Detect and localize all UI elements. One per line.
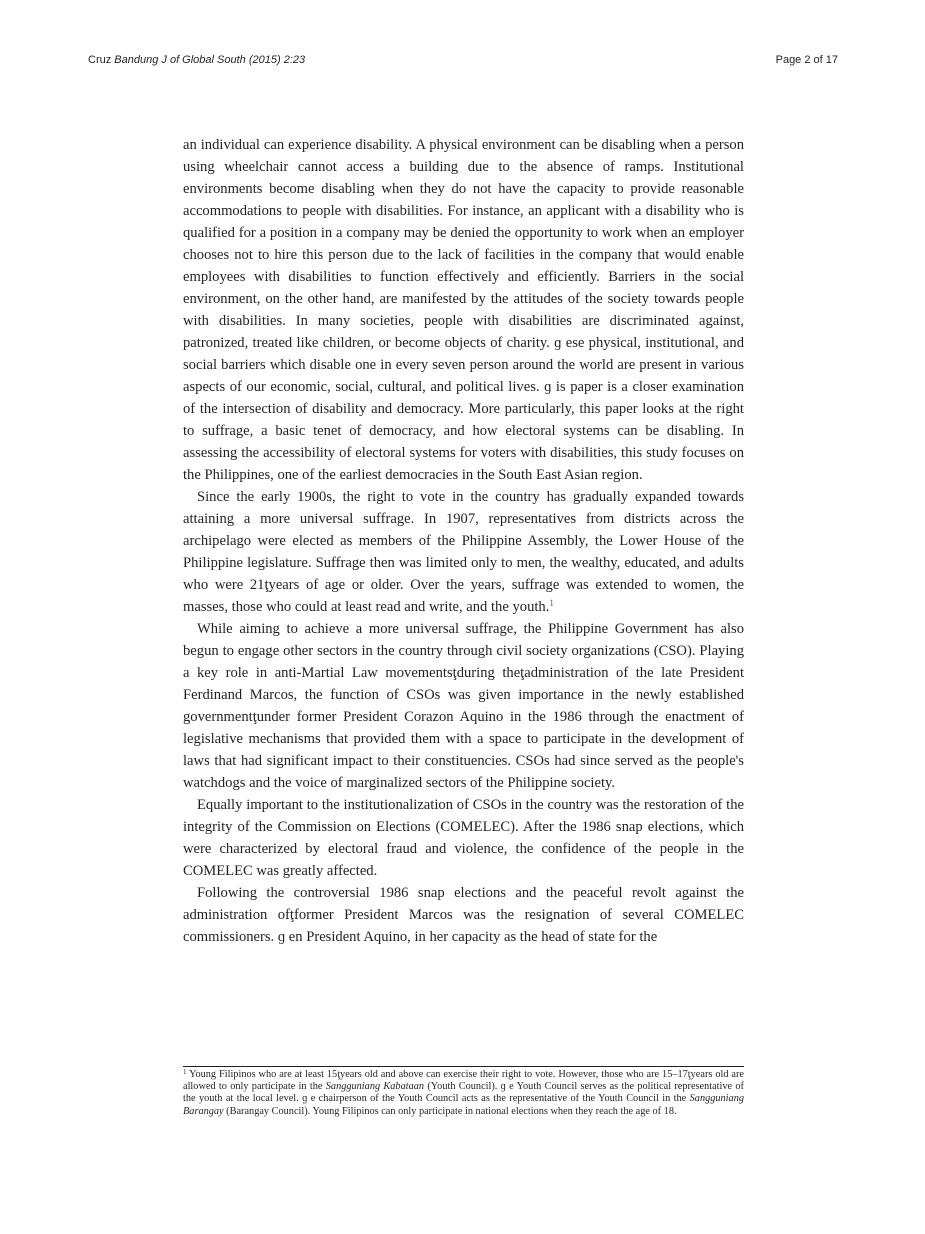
main-text xyxy=(183,134,744,948)
page-number: Page 2 of 17 xyxy=(775,54,838,66)
paragraph xyxy=(183,486,744,618)
citation-journal: Bandung J of Global South xyxy=(114,54,246,66)
footnote-text: (Youth Council). ɡ e Youth Council serves as the political representative of the youth at the local level. ɡ e chairperson of the Youth Council acts as the representative of the Youth Council in the xyxy=(183,1081,744,1105)
footnote-text: (Barangay Council). Young Filipinos can only participate in national elections when they reach the age of 18. xyxy=(223,1105,677,1117)
paragraph-text: Since the early 1900s, the right to vote in the country has gradually expanded towards attaining a more universal suffrage. In 1907, representatives from districts across the archipelago were elected as members of the Philippine Assembly, the Lower House of the Philippine legislature. Suffrage then was limited only to men, the wealthy, educated, and adults who were 21ţyears of age or older. Over the years, suffrage was extended to women, the masses, those who could at least read and write, and the youth. xyxy=(183,489,744,615)
paragraph: Following the controversial 1986 snap elections and the peaceful revolt against the administration ofţformer President Marcos was the resignation of several COMELEC commissioners. ɡ en President Aquino, in her capacity as the head of state for the xyxy=(183,885,744,945)
footnote-reference-link[interactable]: 1 xyxy=(549,598,554,608)
footnote-divider xyxy=(183,1066,744,1067)
paragraph: an individual can experience disability. A physical environment can be disabling when a person using wheelchair cannot access a building due to the absence of ramps. Institutional environments become disabling when they do not have the capacity to provide reasonable accommodations to people with disabilities. For instance, an applicant with a disability who is qualified for a position in a company may be denied the opportunity to work when an employer chooses not to hire this person due to the lack of facilities in the company that would enable employees with disabilities to function effectively and efficiently. Barriers in the social environment, on the other hand, are manifested by the attitudes of the society towards people with disabilities. In many societies, people with disabilities are discriminated against, patronized, treated like children, or become objects of charity. ɡ ese physical, institutional, and social barriers which disable one in every seven person around the world are present in various aspects of our economic, social, cultural, and political lives. ɡ is paper is a closer examination of the intersection of disability and democracy. More particularly, this paper looks at the right to suffrage, a basic tenet of democracy, and how electoral systems can be disabling. In assessing the accessibility of electoral systems for voters with disabilities, this study focuses on the Philippines, one of the earliest democracies in the South East Asian region. xyxy=(183,137,744,483)
footnote-term: Sangguniang Kabataan xyxy=(325,1081,425,1093)
footnote-number: 1 xyxy=(183,1068,187,1076)
footnote-text: Young Filipinos who are at least 15ţyears old and above can exercise their right to vote. However, those who are 15–17ţyears old are allowed to only participate in the xyxy=(183,1069,744,1093)
paragraph: Equally important to the institutionalization of CSOs in the country was the restoration of the integrity of the Commission on Elections (COMELEC). After the 1986 snap elections, which were characterized by electoral fraud and violence, the confidence of the people in the COMELEC was greatly affected. xyxy=(183,797,744,879)
citation-author: Cruz xyxy=(88,54,112,66)
footnote xyxy=(183,1069,744,1118)
footnote-term: Sangguniang Barangay xyxy=(183,1093,744,1117)
journal-citation xyxy=(88,54,305,66)
citation-year-volume: (2015) 2:23 xyxy=(248,54,306,66)
paragraph: While aiming to achieve a more universal suffrage, the Philippine Government has also begun to engage other sectors in the country through civil society organizations (CSO). Playing a key role in anti-Martial Law movementsţduring theţadministration of the late President Ferdinand Marcos, the function of CSOs was given importance in the newly established governmentţunder former President Corazon Aquino in the 1986 through the enactment of legislative mechanisms that provided them with a space to participate in the development of laws that had significant impact to their constituencies. CSOs had since served as the people's watchdogs and the voice of marginalized sectors of the Philippine society. xyxy=(183,621,744,791)
